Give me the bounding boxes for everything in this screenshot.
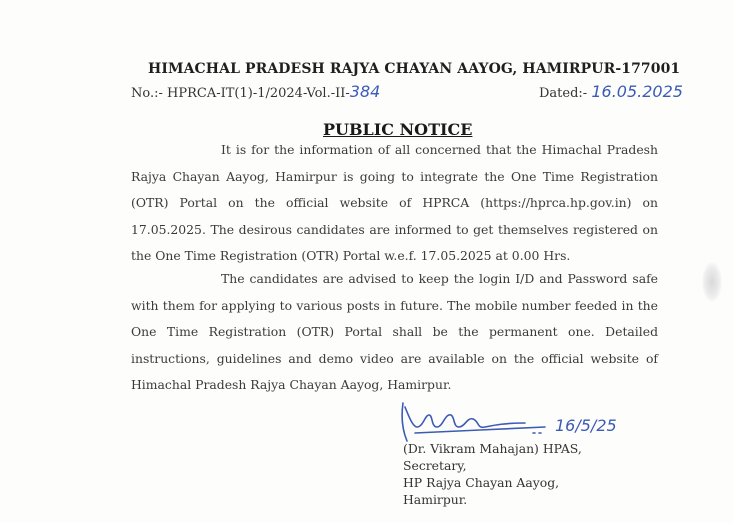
paragraph-2-text: The candidates are advised to keep the login I/D and Password safe with them for applying to various posts in future. The mobile number feeded in the One Time Registration (OTR) Portal shall be the permanent one. Detailed instructions, guidelines and demo video are available on the official website of Himachal Pradesh Rajya Chayan Aayog, Hamirpur. bbox=[131, 271, 658, 392]
dated-field bbox=[539, 82, 683, 101]
reference-line bbox=[131, 82, 691, 101]
signatory-block bbox=[403, 440, 582, 508]
scan-smudge bbox=[702, 262, 722, 302]
dated-handwritten: 16.05.2025 bbox=[591, 82, 683, 101]
notice-paragraph-1 bbox=[131, 137, 658, 270]
signatory-office: HP Rajya Chayan Aayog, bbox=[403, 475, 560, 490]
reference-number-prefix: No.:- HPRCA-IT(1)-1/2024-Vol.-II- bbox=[131, 86, 350, 101]
notice-paragraph-2 bbox=[131, 266, 658, 399]
dated-label: Dated:- bbox=[539, 86, 588, 101]
signature-date: 16/5/25 bbox=[555, 416, 617, 435]
signatory-designation: Secretary, bbox=[403, 458, 467, 473]
signatory-name: (Dr. Vikram Mahajan) HPAS, bbox=[403, 441, 582, 456]
paragraph-1-text: It is for the information of all concerned that the Himachal Pradesh Rajya Chayan Aayog, Hamirpur is going to integrate the One Time Registration (OTR) Portal on the official website of HPRCA (https://hprca.hp.gov.in) on 17.05.2025. The desirous candidates are informed to get themselves registered on the One Time Registration (OTR) Portal w.e.f. 17.05.2025 at 0.00 Hrs. bbox=[131, 142, 658, 263]
notice-title: PUBLIC NOTICE bbox=[323, 120, 473, 139]
signatory-place: Hamirpur. bbox=[403, 492, 468, 507]
organisation-header: HIMACHAL PRADESH RAJYA CHAYAN AAYOG, HAMIRPUR-177001 bbox=[148, 61, 681, 77]
reference-number-handwritten: 384 bbox=[349, 82, 381, 101]
